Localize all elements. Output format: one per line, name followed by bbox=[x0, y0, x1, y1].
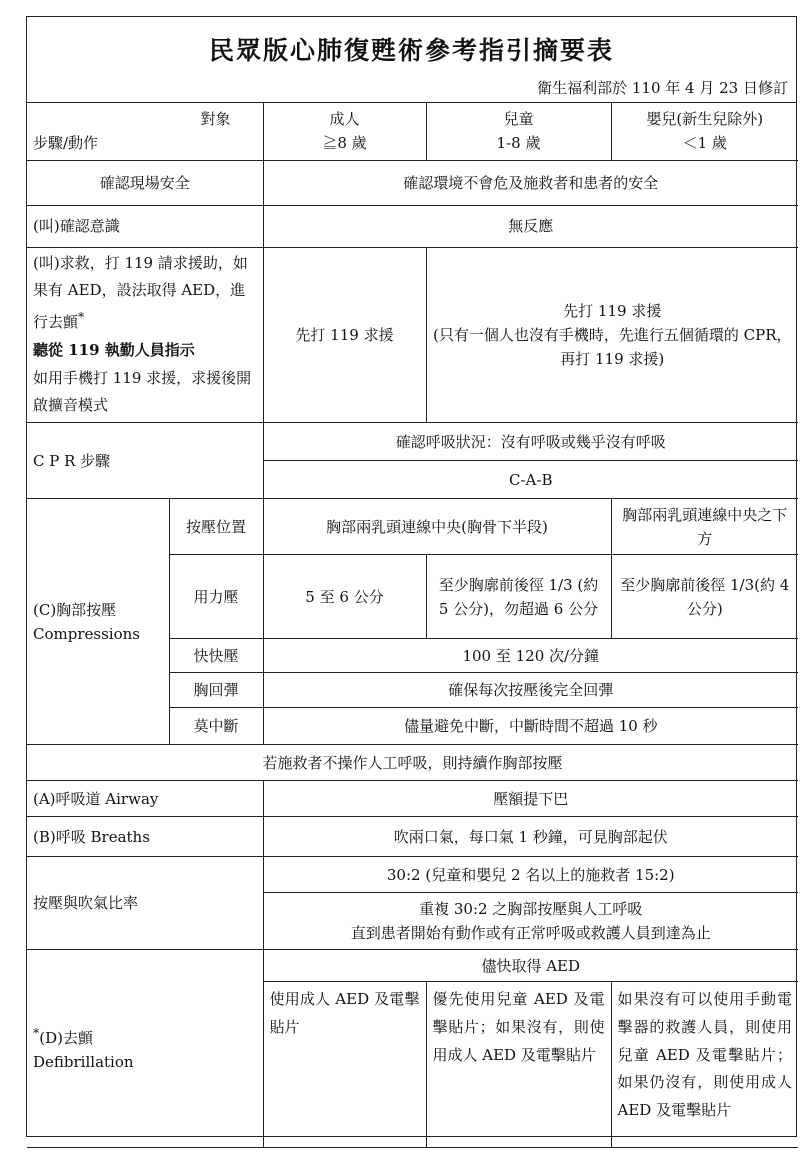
force-infant: 至少胸廓前後徑 1/3(約 4 公分) bbox=[611, 555, 798, 639]
position-adult-child: 胸部兩乳頭連線中央(胸骨下半段) bbox=[263, 499, 611, 555]
call-for-help-row bbox=[27, 247, 798, 423]
header-adult bbox=[263, 103, 426, 160]
step-label: 步驟/動作 bbox=[33, 134, 99, 153]
header-child bbox=[426, 103, 611, 160]
no-breaths-note-row bbox=[27, 745, 798, 781]
recoil-value: 確保每次按壓後完全回彈 bbox=[263, 673, 798, 708]
cpr-steps-label: C P R 步驟 bbox=[27, 423, 263, 499]
scene-safety-row bbox=[27, 160, 798, 205]
ratio-value-2 bbox=[263, 893, 798, 950]
defib-infant: 如果沒有可以使用手動電擊器的救護人員，則使用兒童 AED 及電擊貼片；如果仍沒有，則使用成人 AED 及電擊貼片 bbox=[611, 982, 798, 1148]
airway-label: (A)呼吸道 Airway bbox=[27, 781, 263, 817]
defib-label-zh: (D)去顫 bbox=[39, 1029, 93, 1047]
cpr-guideline-table bbox=[27, 103, 798, 1148]
footnote-star: * bbox=[78, 309, 85, 324]
compressions-label bbox=[27, 499, 169, 745]
cpr-breathing-row bbox=[27, 423, 798, 461]
force-adult: 5 至 6 公分 bbox=[263, 555, 426, 639]
consciousness-row bbox=[27, 205, 798, 247]
call-child-first: 先打 119 求援 bbox=[563, 301, 662, 320]
call-speaker-note: 如用手機打 119 求援，求援後開啟擴音模式 bbox=[33, 368, 252, 415]
breaths-row bbox=[27, 817, 798, 857]
ratio-row-1 bbox=[27, 857, 798, 893]
rate-label: 快快壓 bbox=[169, 639, 263, 673]
no-breaths-note: 若施救者不操作人工呼吸，則持續作胸部按壓 bbox=[27, 745, 798, 781]
defib-label-en: Defibrillation bbox=[33, 1053, 134, 1071]
scene-safety-value: 確認環境不會危及施救者和患者的安全 bbox=[263, 160, 798, 205]
breaths-value: 吹兩口氣，每口氣 1 秒鐘，可見胸部起伏 bbox=[263, 817, 798, 857]
breaths-label: (B)呼吸 Breaths bbox=[27, 817, 263, 857]
ratio-repeat: 重複 30:2 之胸部按壓與人工呼吸 bbox=[419, 900, 643, 918]
adult-age: ≧8 歲 bbox=[322, 134, 367, 153]
call-child-infant bbox=[426, 247, 798, 423]
cpr-sequence: C-A-B bbox=[263, 461, 798, 499]
call-text: (叫)求救，打 119 請求援助，如果有 AED，設法取得 AED，進行去顫 bbox=[33, 253, 248, 331]
force-child: 至少胸廓前後徑 1/3 (約 5 公分)，勿超過 6 公分 bbox=[426, 555, 611, 639]
ratio-value-1: 30:2 (兒童和嬰兒 2 名以上的施救者 15:2) bbox=[263, 857, 798, 893]
recoil-label: 胸回彈 bbox=[169, 673, 263, 708]
call-adult: 先打 119 求援 bbox=[263, 247, 426, 423]
rate-value: 100 至 120 次/分鐘 bbox=[263, 639, 798, 673]
header-infant bbox=[611, 103, 798, 160]
infant-age: ＜1 歲 bbox=[682, 134, 727, 153]
defib-label bbox=[27, 950, 263, 1148]
call-instruction-bold: 聽從 119 執勤人員指示 bbox=[33, 340, 195, 359]
title-area bbox=[27, 17, 796, 103]
airway-value: 壓額提下巴 bbox=[263, 781, 798, 817]
position-label: 按壓位置 bbox=[169, 499, 263, 555]
revision-note: 衛生福利部於 110 年 4 月 23 日修訂 bbox=[537, 79, 788, 97]
ratio-label: 按壓與吹氣比率 bbox=[27, 857, 263, 950]
compression-position-row bbox=[27, 499, 798, 555]
cpr-summary-document bbox=[26, 16, 797, 1137]
defib-child: 優先使用兒童 AED 及電擊貼片；如果沒有，則使用成人 AED 及電擊貼片 bbox=[426, 982, 611, 1148]
compressions-label-zh: (C)胸部按壓 bbox=[33, 600, 117, 619]
defib-adult: 使用成人 AED 及電擊貼片 bbox=[263, 982, 426, 1148]
force-label: 用力壓 bbox=[169, 555, 263, 639]
call-child-note: (只有一個人也沒有手機時，先進行五個循環的 CPR，再打 119 求援) bbox=[433, 325, 792, 368]
consciousness-label: (叫)確認意識 bbox=[27, 205, 263, 247]
header-row bbox=[27, 103, 798, 160]
call-for-help-label bbox=[27, 247, 263, 423]
header-corner-cell bbox=[27, 103, 263, 160]
adult-label: 成人 bbox=[329, 110, 360, 129]
target-label: 對象 bbox=[200, 110, 231, 129]
breathing-check: 確認呼吸狀況：沒有呼吸或幾乎沒有呼吸 bbox=[263, 423, 798, 461]
interrupt-label: 莫中斷 bbox=[169, 708, 263, 745]
defib-header: 儘快取得 AED bbox=[263, 950, 798, 982]
defib-header-row bbox=[27, 950, 798, 982]
ratio-until: 直到患者開始有動作或有正常呼吸或救護人員到達為止 bbox=[350, 924, 711, 942]
scene-safety-label: 確認現場安全 bbox=[27, 160, 263, 205]
position-infant: 胸部兩乳頭連線中央之下方 bbox=[611, 499, 798, 555]
airway-row bbox=[27, 781, 798, 817]
infant-label: 嬰兒(新生兒除外) bbox=[646, 110, 764, 129]
interrupt-value: 儘量避免中斷，中斷時間不超過 10 秒 bbox=[263, 708, 798, 745]
page-title: 民眾版心肺復甦術參考指引摘要表 bbox=[208, 36, 614, 65]
consciousness-value: 無反應 bbox=[263, 205, 798, 247]
child-age: 1-8 歲 bbox=[496, 134, 541, 153]
child-label: 兒童 bbox=[503, 110, 534, 129]
footnote-star: * bbox=[33, 1025, 40, 1040]
compressions-label-en: Compressions bbox=[33, 624, 140, 643]
